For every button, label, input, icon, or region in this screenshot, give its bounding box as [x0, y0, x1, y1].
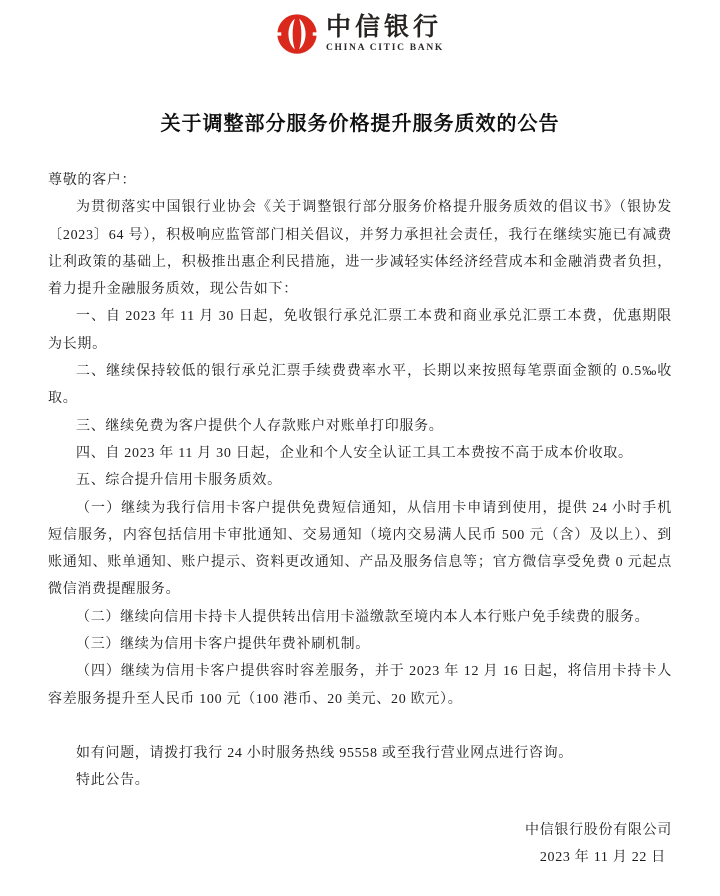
bank-name-cn: 中信银行	[326, 13, 443, 41]
paragraph-intro: 为贯彻落实中国银行业协会《关于调整银行部分服务价格提升服务质效的倡议书》（银协发〔2023〕64 号），积极响应监管部门相关倡议，并努力承担社会责任，我行在继续实施已有减费让利政策的基础上，积极推出惠企利民措施，进一步减轻实体经济经营成本和金融消费者负担，着力提升金融服务质效，现公告如下：	[48, 200, 672, 298]
announcement-body	[48, 167, 672, 795]
paragraph-item-4: 四、自 2023 年 11 月 30 日起，企业和个人安全认证工具工本费按不高于成本价收取。	[76, 445, 633, 461]
paragraph-item-2: 二、继续保持较低的银行承兑汇票手续费费率水平，长期以来按照每笔票面金额的 0.5‰收取。	[48, 364, 672, 407]
bank-logotype	[326, 15, 444, 53]
paragraph-item-3: 三、继续免费为客户提供个人存款账户对账单打印服务。	[76, 418, 444, 434]
announcement-title: 关于调整部分服务价格提升服务质效的公告	[160, 113, 560, 135]
paragraph-closing: 特此公告。	[76, 773, 150, 789]
bank-name-en: CHINA CITIC BANK	[326, 43, 444, 54]
paragraph-subitem-2: （二）继续向信用卡持卡人提供转出信用卡溢缴款至境内本人本行账户免手续费的服务。	[76, 609, 650, 625]
bank-logo	[0, 0, 720, 55]
paragraph-subitem-4: （四）继续为信用卡客户提供容时容差服务，并于 2023 年 12 月 16 日起，将信用卡持卡人容差服务提升至人民币 100 元（100 港币、20 美元、20 欧元）。	[48, 664, 672, 707]
salutation: 尊敬的客户：	[48, 173, 137, 188]
signature-block	[48, 817, 672, 872]
paragraph-item-1: 一、自 2023 年 11 月 30 日起，免收银行承兑汇票工本费和商业承兑汇票工本费，优惠期限为长期。	[48, 309, 672, 352]
paragraph-contact: 如有问题，请拨打我行 24 小时服务热线 95558 或至我行营业网点进行咨询。	[76, 745, 573, 761]
paragraph-item-5: 五、综合提升信用卡服务质效。	[76, 473, 282, 489]
paragraph-subitem-1: （一）继续为我行信用卡客户提供免费短信通知，从信用卡申请到使用，提供 24 小时手机短信服务，内容包括信用卡审批通知、交易通知（境内交易满人民币 500 元（含）及以上）、到账通知、账单通知、账户提示、资料更改通知、产品及服务信息等；官方微信享受免费 0 元起点微信消费提醒服务。	[48, 500, 672, 598]
signature-date: 2023 年 11 月 22 日	[539, 849, 666, 865]
citic-emblem-icon	[276, 13, 318, 55]
signature-company: 中信银行股份有限公司	[525, 822, 672, 838]
paragraph-subitem-3: （三）继续为信用卡客户提供年费补刷机制。	[76, 637, 370, 653]
